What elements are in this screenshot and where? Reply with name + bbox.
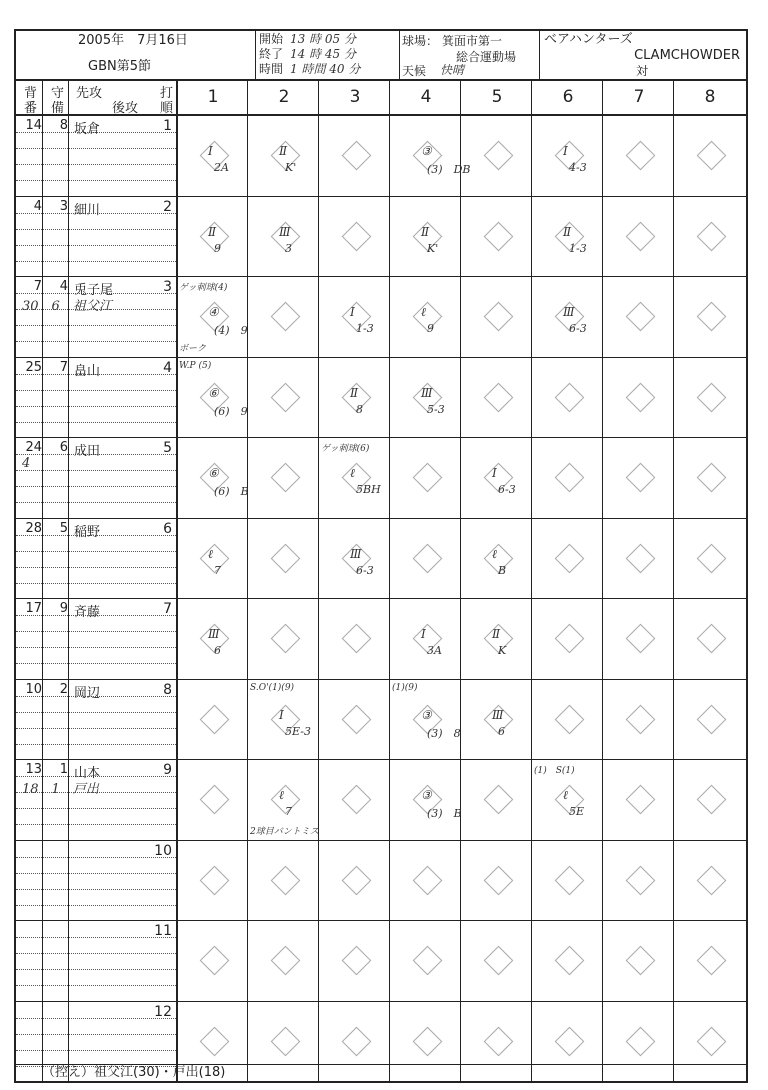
- play-mark: ℓ: [563, 788, 568, 802]
- batting-order: 10: [154, 842, 172, 859]
- header: [14, 29, 748, 81]
- play-mark: ℓ: [350, 466, 355, 480]
- base-diamond: [697, 865, 727, 895]
- jersey-number: 14: [25, 118, 42, 133]
- play-result: (6) B: [214, 485, 249, 498]
- batting-order: 3: [163, 279, 172, 295]
- player-name: 岡辺: [74, 685, 101, 701]
- base-diamond: [342, 785, 372, 815]
- field-position: 6: [59, 440, 68, 455]
- base-diamond: [697, 624, 727, 654]
- base-diamond: [555, 543, 585, 573]
- base-diamond: [342, 865, 372, 895]
- weather-value: 快晴: [440, 63, 465, 77]
- field-position: 3: [59, 198, 68, 214]
- player-name: 細川: [74, 202, 101, 218]
- field-value-2: 総合運動場: [456, 50, 517, 64]
- header-time-section: [256, 31, 400, 79]
- inning-header-5: 5: [491, 87, 503, 107]
- play-mark: ④: [208, 305, 219, 319]
- play-note: W.P (5): [179, 360, 212, 371]
- start-label: 開始: [259, 32, 284, 46]
- play-result: 5E-3: [285, 724, 311, 738]
- play-mark: Ⅱ: [279, 144, 288, 158]
- play-mark: Ⅱ: [350, 385, 359, 400]
- field-label: 球場：: [402, 34, 439, 48]
- play-mark: Ⅰ: [279, 707, 284, 722]
- batting-order: 11: [154, 923, 172, 939]
- base-diamond: [200, 785, 230, 815]
- play-mark: ③: [421, 144, 432, 158]
- grid-divider: [602, 81, 603, 1082]
- batting-order: 4: [163, 359, 172, 376]
- player-name: 山本: [74, 766, 101, 781]
- base-diamond: [626, 302, 656, 332]
- play-note: (1)(9): [392, 682, 418, 693]
- time-value: 1 時間 40 分: [290, 62, 361, 76]
- inning-header-1: 1: [207, 87, 219, 107]
- jersey-number: 10: [25, 681, 42, 697]
- play-result: 9: [214, 241, 221, 255]
- base-diamond: [413, 865, 443, 895]
- play-result: 6-3: [569, 322, 587, 335]
- play-mark: Ⅱ: [563, 224, 572, 239]
- base-diamond: [555, 865, 585, 895]
- batting-order: 12: [154, 1003, 172, 1020]
- play-mark: Ⅰ: [350, 305, 355, 319]
- batter-row: [14, 680, 748, 761]
- base-diamond: [484, 946, 514, 976]
- play-mark: Ⅱ: [208, 224, 217, 239]
- col-first-label: 先攻: [76, 86, 103, 101]
- play-mark: ℓ: [492, 546, 497, 561]
- play-mark: Ⅰ: [492, 466, 497, 480]
- play-result: 3A: [427, 644, 442, 657]
- play-note: ゲッ刺球(4): [179, 283, 228, 293]
- jersey-number: 24: [25, 440, 42, 455]
- base-diamond: [555, 946, 585, 976]
- play-result: 1-3: [356, 322, 374, 335]
- play-result: 9: [427, 322, 434, 335]
- field-position: 5: [59, 520, 68, 536]
- base-diamond: [342, 221, 372, 251]
- play-mark: Ⅲ: [492, 707, 504, 722]
- base-diamond: [697, 141, 727, 171]
- base-diamond: [697, 302, 727, 332]
- col-back-label-2: 番: [24, 101, 38, 116]
- inning-header-8: 8: [704, 87, 716, 107]
- play-mark: Ⅰ: [421, 627, 426, 641]
- base-diamond: [484, 221, 514, 251]
- end-label: 終了: [259, 47, 284, 61]
- batting-order: 5: [163, 440, 172, 456]
- base-diamond: [484, 865, 514, 895]
- base-diamond: [555, 624, 585, 654]
- play-result: 3: [285, 241, 292, 255]
- col-pos-label: 守: [51, 86, 65, 101]
- inning-header-3: 3: [349, 87, 361, 107]
- play-result: (4) 9: [214, 324, 248, 337]
- base-diamond: [413, 543, 443, 573]
- play-mark: ℓ: [208, 546, 213, 561]
- batting-order: 1: [163, 118, 172, 134]
- grid-header: [14, 81, 748, 116]
- reserves-text: （控え）祖父江(30)・戸出(18): [42, 1065, 226, 1080]
- end-value: 14 時 45 分: [290, 47, 356, 61]
- header-date-section: [16, 31, 256, 79]
- play-result: 2A: [214, 161, 229, 174]
- base-diamond: [697, 704, 727, 734]
- play-result: 5BH: [356, 483, 381, 496]
- batter-row: [14, 760, 748, 841]
- batting-order: 2: [163, 198, 172, 215]
- base-diamond: [626, 543, 656, 573]
- base-diamond: [413, 463, 443, 493]
- play-note: ゲッ刺球(6): [321, 444, 370, 454]
- base-diamond: [200, 946, 230, 976]
- player-name: 斉藤: [74, 605, 101, 620]
- base-diamond: [271, 543, 301, 573]
- play-mark: Ⅰ: [563, 144, 568, 158]
- inning-header-4: 4: [420, 87, 432, 107]
- base-diamond: [342, 624, 372, 654]
- grid-divider: [460, 81, 461, 1082]
- base-diamond: [413, 946, 443, 976]
- batter-row: [14, 841, 748, 922]
- play-mark: Ⅲ: [208, 627, 220, 641]
- play-mark: ③: [421, 788, 432, 802]
- jersey-number: 13: [25, 762, 42, 777]
- header-teams-section: [540, 31, 746, 79]
- base-diamond: [271, 302, 301, 332]
- play-result: 8: [356, 402, 363, 416]
- score-grid: [14, 81, 748, 1083]
- base-diamond: [271, 946, 301, 976]
- batting-order: 7: [163, 601, 172, 617]
- inning-header-7: 7: [633, 87, 645, 107]
- inning-header-6: 6: [562, 87, 574, 107]
- play-mark: Ⅱ: [492, 627, 501, 641]
- player-name: 兎子尾: [74, 283, 114, 298]
- play-mark: Ⅰ: [208, 144, 213, 158]
- time-label: 時間: [259, 62, 284, 76]
- col-second-label: 後攻: [112, 101, 139, 116]
- play-note: 2球目バントミス: [250, 827, 319, 837]
- inning-header-2: 2: [278, 87, 290, 107]
- base-diamond: [342, 946, 372, 976]
- base-diamond: [697, 946, 727, 976]
- grid-divider: [318, 81, 319, 1082]
- base-diamond: [555, 1026, 585, 1056]
- play-result: B: [498, 563, 507, 577]
- footer-reserves: [14, 1064, 748, 1083]
- base-diamond: [626, 221, 656, 251]
- scoresheet: [14, 29, 748, 1083]
- base-diamond: [484, 1026, 514, 1056]
- base-diamond: [342, 1026, 372, 1056]
- play-mark: Ⅲ: [350, 546, 362, 561]
- play-mark: ③: [421, 707, 432, 722]
- base-diamond: [484, 785, 514, 815]
- base-diamond: [271, 865, 301, 895]
- jersey-number: 28: [25, 520, 42, 536]
- jersey-number: 25: [25, 359, 42, 375]
- base-diamond: [697, 1026, 727, 1056]
- start-value: 13 時 05 分: [290, 32, 356, 46]
- batter-row: [14, 438, 748, 519]
- play-result: K: [498, 644, 507, 657]
- grid-divider: [176, 81, 178, 1082]
- play-result: 1-3: [569, 241, 587, 255]
- play-result: K': [285, 161, 297, 174]
- grid-divider: [673, 81, 674, 1082]
- base-diamond: [626, 382, 656, 412]
- batting-order: 8: [163, 681, 172, 698]
- grid-divider: [247, 81, 248, 1082]
- grid-divider: [389, 81, 390, 1082]
- base-diamond: [200, 1026, 230, 1056]
- substitute-entry: 18 1 戸出: [22, 782, 99, 797]
- batter-row: [14, 358, 748, 439]
- play-mark: ⑥: [208, 385, 219, 400]
- field-position: 4: [59, 279, 68, 294]
- jersey-number: 17: [25, 601, 42, 616]
- play-result: 7: [285, 805, 292, 818]
- base-diamond: [555, 382, 585, 412]
- jersey-number: 7: [33, 279, 42, 294]
- player-name: 畠山: [74, 363, 101, 379]
- team-away: CLAMCHOWDER: [634, 48, 740, 63]
- play-result: (6) 9: [214, 404, 248, 418]
- base-diamond: [413, 1026, 443, 1056]
- col-pos-label-2: 備: [51, 101, 65, 116]
- batting-order: 6: [163, 520, 172, 537]
- play-result: 4-3: [569, 161, 587, 174]
- base-diamond: [697, 463, 727, 493]
- base-diamond: [342, 704, 372, 734]
- base-diamond: [697, 785, 727, 815]
- play-result: 7: [214, 563, 221, 577]
- weather-label: 天候: [402, 64, 427, 78]
- batter-row: [14, 197, 748, 278]
- substitute-entry: 30 6 祖父江: [22, 299, 112, 314]
- batter-row: [14, 921, 748, 1002]
- play-result: (3) 8: [427, 726, 461, 740]
- base-diamond: [626, 141, 656, 171]
- play-result: K': [427, 241, 439, 255]
- play-note: (1) S(1): [534, 766, 575, 776]
- base-diamond: [626, 704, 656, 734]
- field-position: 2: [59, 681, 68, 697]
- play-result: (3) B: [427, 807, 462, 820]
- player-name: 坂倉: [74, 122, 101, 137]
- grid-divider: [68, 81, 69, 1082]
- field-position: 8: [59, 118, 68, 133]
- play-result: 6: [498, 724, 505, 738]
- batter-row: [14, 599, 748, 680]
- play-result: 6: [214, 644, 221, 657]
- batter-row: [14, 116, 748, 197]
- play-mark: Ⅲ: [279, 224, 291, 239]
- play-mark: Ⅲ: [563, 305, 575, 319]
- field-position: 7: [59, 359, 68, 375]
- grid-divider: [531, 81, 532, 1082]
- base-diamond: [555, 704, 585, 734]
- play-result: (3) DB: [427, 163, 471, 176]
- base-diamond: [271, 382, 301, 412]
- base-diamond: [697, 382, 727, 412]
- play-mark: ℓ: [279, 788, 284, 802]
- batter-row: [14, 519, 748, 600]
- base-diamond: [271, 1026, 301, 1056]
- play-mark: Ⅲ: [421, 385, 433, 400]
- jersey-number: 4: [33, 198, 42, 214]
- base-diamond: [484, 141, 514, 171]
- play-mark: ⑥: [208, 466, 219, 480]
- play-mark: Ⅱ: [421, 224, 430, 239]
- base-diamond: [697, 543, 727, 573]
- base-diamond: [271, 624, 301, 654]
- base-diamond: [626, 1026, 656, 1056]
- play-result: 6-3: [356, 563, 374, 577]
- header-field-section: [400, 31, 540, 79]
- base-diamond: [271, 463, 301, 493]
- base-diamond: [626, 624, 656, 654]
- base-diamond: [697, 221, 727, 251]
- col-order-label-2: 順: [160, 101, 174, 116]
- player-name: 成田: [74, 444, 101, 459]
- batter-row: [14, 277, 748, 358]
- field-value: 箕面市第一: [442, 34, 503, 48]
- base-diamond: [626, 946, 656, 976]
- team-home: ベアハンターズ: [544, 32, 633, 47]
- base-diamond: [200, 865, 230, 895]
- vs-label: 対: [636, 64, 649, 78]
- base-diamond: [626, 785, 656, 815]
- base-diamond: [626, 865, 656, 895]
- field-position: 1: [59, 762, 68, 777]
- header-date: 2005年 7月16日: [78, 33, 188, 48]
- play-mark: ℓ: [421, 305, 426, 319]
- base-diamond: [342, 141, 372, 171]
- header-section: GBN第5節: [88, 59, 151, 74]
- base-diamond: [200, 704, 230, 734]
- grid-divider: [42, 81, 43, 1082]
- base-diamond: [626, 463, 656, 493]
- col-back-label: 背: [24, 86, 38, 101]
- substitute-entry: 4: [22, 456, 31, 471]
- player-name: 稲野: [74, 524, 101, 540]
- col-order-label: 打: [160, 86, 174, 101]
- base-diamond: [484, 302, 514, 332]
- field-position: 9: [59, 601, 68, 616]
- batting-order: 9: [163, 762, 172, 778]
- play-result: 5E: [569, 805, 585, 818]
- play-note: S.O'(1)(9): [250, 682, 295, 693]
- base-diamond: [555, 463, 585, 493]
- play-result: 6-3: [498, 483, 516, 496]
- base-diamond: [484, 382, 514, 412]
- play-note: ボーク: [179, 344, 207, 354]
- play-result: 5-3: [427, 402, 445, 416]
